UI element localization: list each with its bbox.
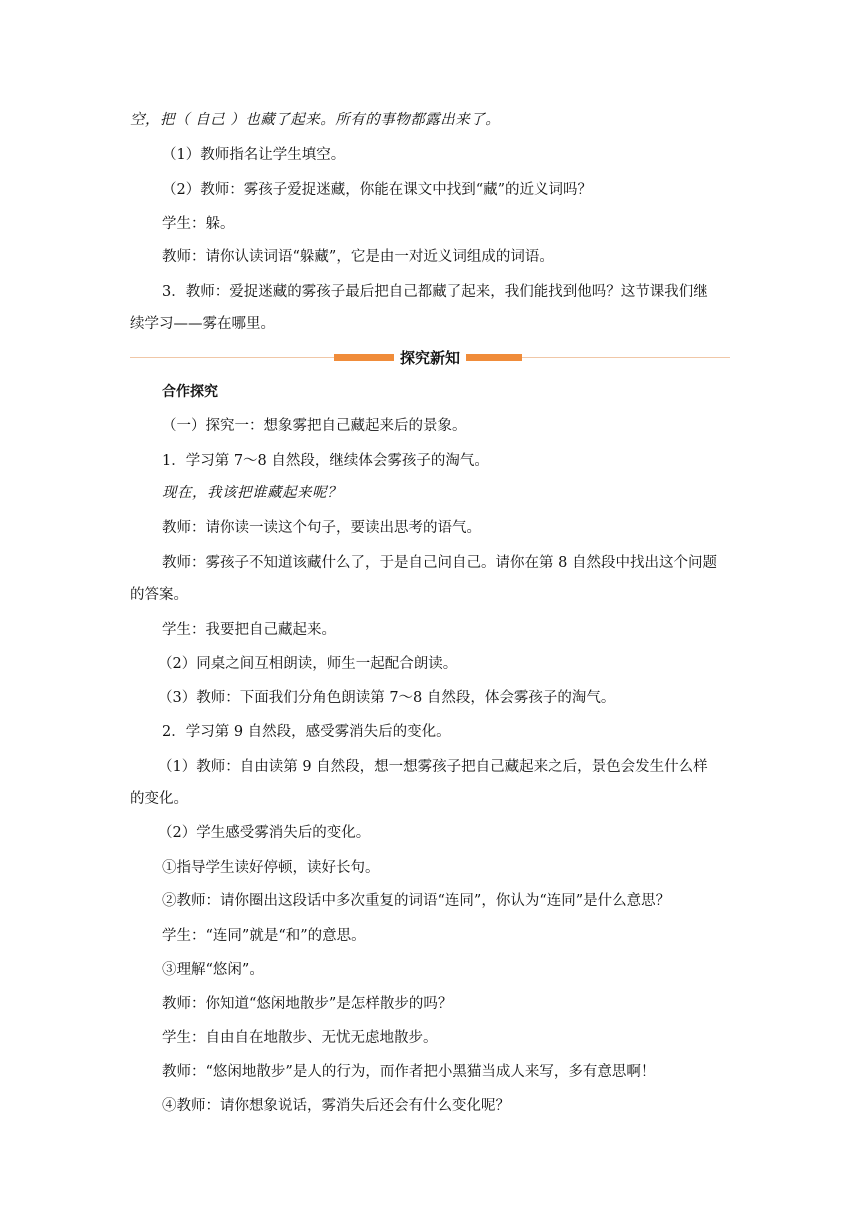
text-line: ②教师：请你圈出这段话中多次重复的词语“连同”，你认为“连同”是什么意思？ <box>162 893 671 909</box>
text-line: （2）同桌之间互相朗读，师生一起配合朗读。 <box>158 656 458 672</box>
text-line: （1）教师：自由读第 9 自然段，想一想雾孩子把自己藏起来之后，景色会发生什么样 <box>158 759 708 775</box>
text-line: 的变化。 <box>130 791 188 807</box>
text-line: 学生：自由自在地散步、无忧无虑地散步。 <box>162 1030 438 1046</box>
text-line: 3．教师：爱捉迷藏的雾孩子最后把自己都藏了起来，我们能找到他吗？这节课我们继 <box>162 284 708 300</box>
text-line: 1．学习第 7～8 自然段，继续体会雾孩子的淘气。 <box>162 453 489 469</box>
section-title: 探究新知 <box>394 348 466 368</box>
text-line: 教师：你知道“悠闲地散步”是怎样散步的吗？ <box>162 996 453 1012</box>
text-line: 续学习——雾在哪里。 <box>130 316 275 332</box>
text-line: （2）教师：雾孩子爱捉迷藏，你能在课文中找到“藏”的近义词吗？ <box>162 182 593 198</box>
text-line: （一）探究一：想象雾把自己藏起来后的景象。 <box>162 418 467 434</box>
text-line: ④教师：请你想象说话，雾消失后还会有什么变化呢？ <box>162 1098 510 1114</box>
text-line: ①指导学生读好停顿，读好长句。 <box>162 860 380 876</box>
text-line: 现在，我该把谁藏起来呢？ <box>162 485 342 501</box>
divider-accent-right <box>466 354 522 361</box>
text-line: 教师：雾孩子不知道该藏什么了，于是自己问自己。请你在第 8 自然段中找出这个问题 <box>162 555 717 571</box>
subheading: 合作探究 <box>162 384 218 400</box>
text-line: 教师：“悠闲地散步”是人的行为，而作者把小黑猫当成人来写，多有意思啊！ <box>162 1064 656 1080</box>
section-divider <box>130 348 730 368</box>
text-line: （3）教师：下面我们分角色朗读第 7～8 自然段，体会雾孩子的淘气。 <box>158 690 616 706</box>
text-line: ③理解“悠闲”。 <box>162 962 264 978</box>
text-line: 教师：请你认读词语“躲藏”，它是由一对近义词组成的词语。 <box>162 249 554 265</box>
text-line: 2．学习第 9 自然段，感受雾消失后的变化。 <box>162 724 451 740</box>
text-line: 学生：“连同”就是“和”的意思。 <box>162 928 366 944</box>
divider-accent-left <box>334 354 394 361</box>
text-line: 学生：躲。 <box>162 216 235 232</box>
text-line: 学生：我要把自己藏起来。 <box>162 622 336 638</box>
text-line: （1）教师指名让学生填空。 <box>162 147 346 163</box>
text-line: 空，把（ 自己 ）也藏了起来。所有的事物都露出来了。 <box>130 112 501 128</box>
text-line: 教师：请你读一读这个句子，要读出思考的语气。 <box>162 520 481 536</box>
text-line: （2）学生感受雾消失后的变化。 <box>158 825 371 841</box>
text-line: 的答案。 <box>130 587 188 603</box>
